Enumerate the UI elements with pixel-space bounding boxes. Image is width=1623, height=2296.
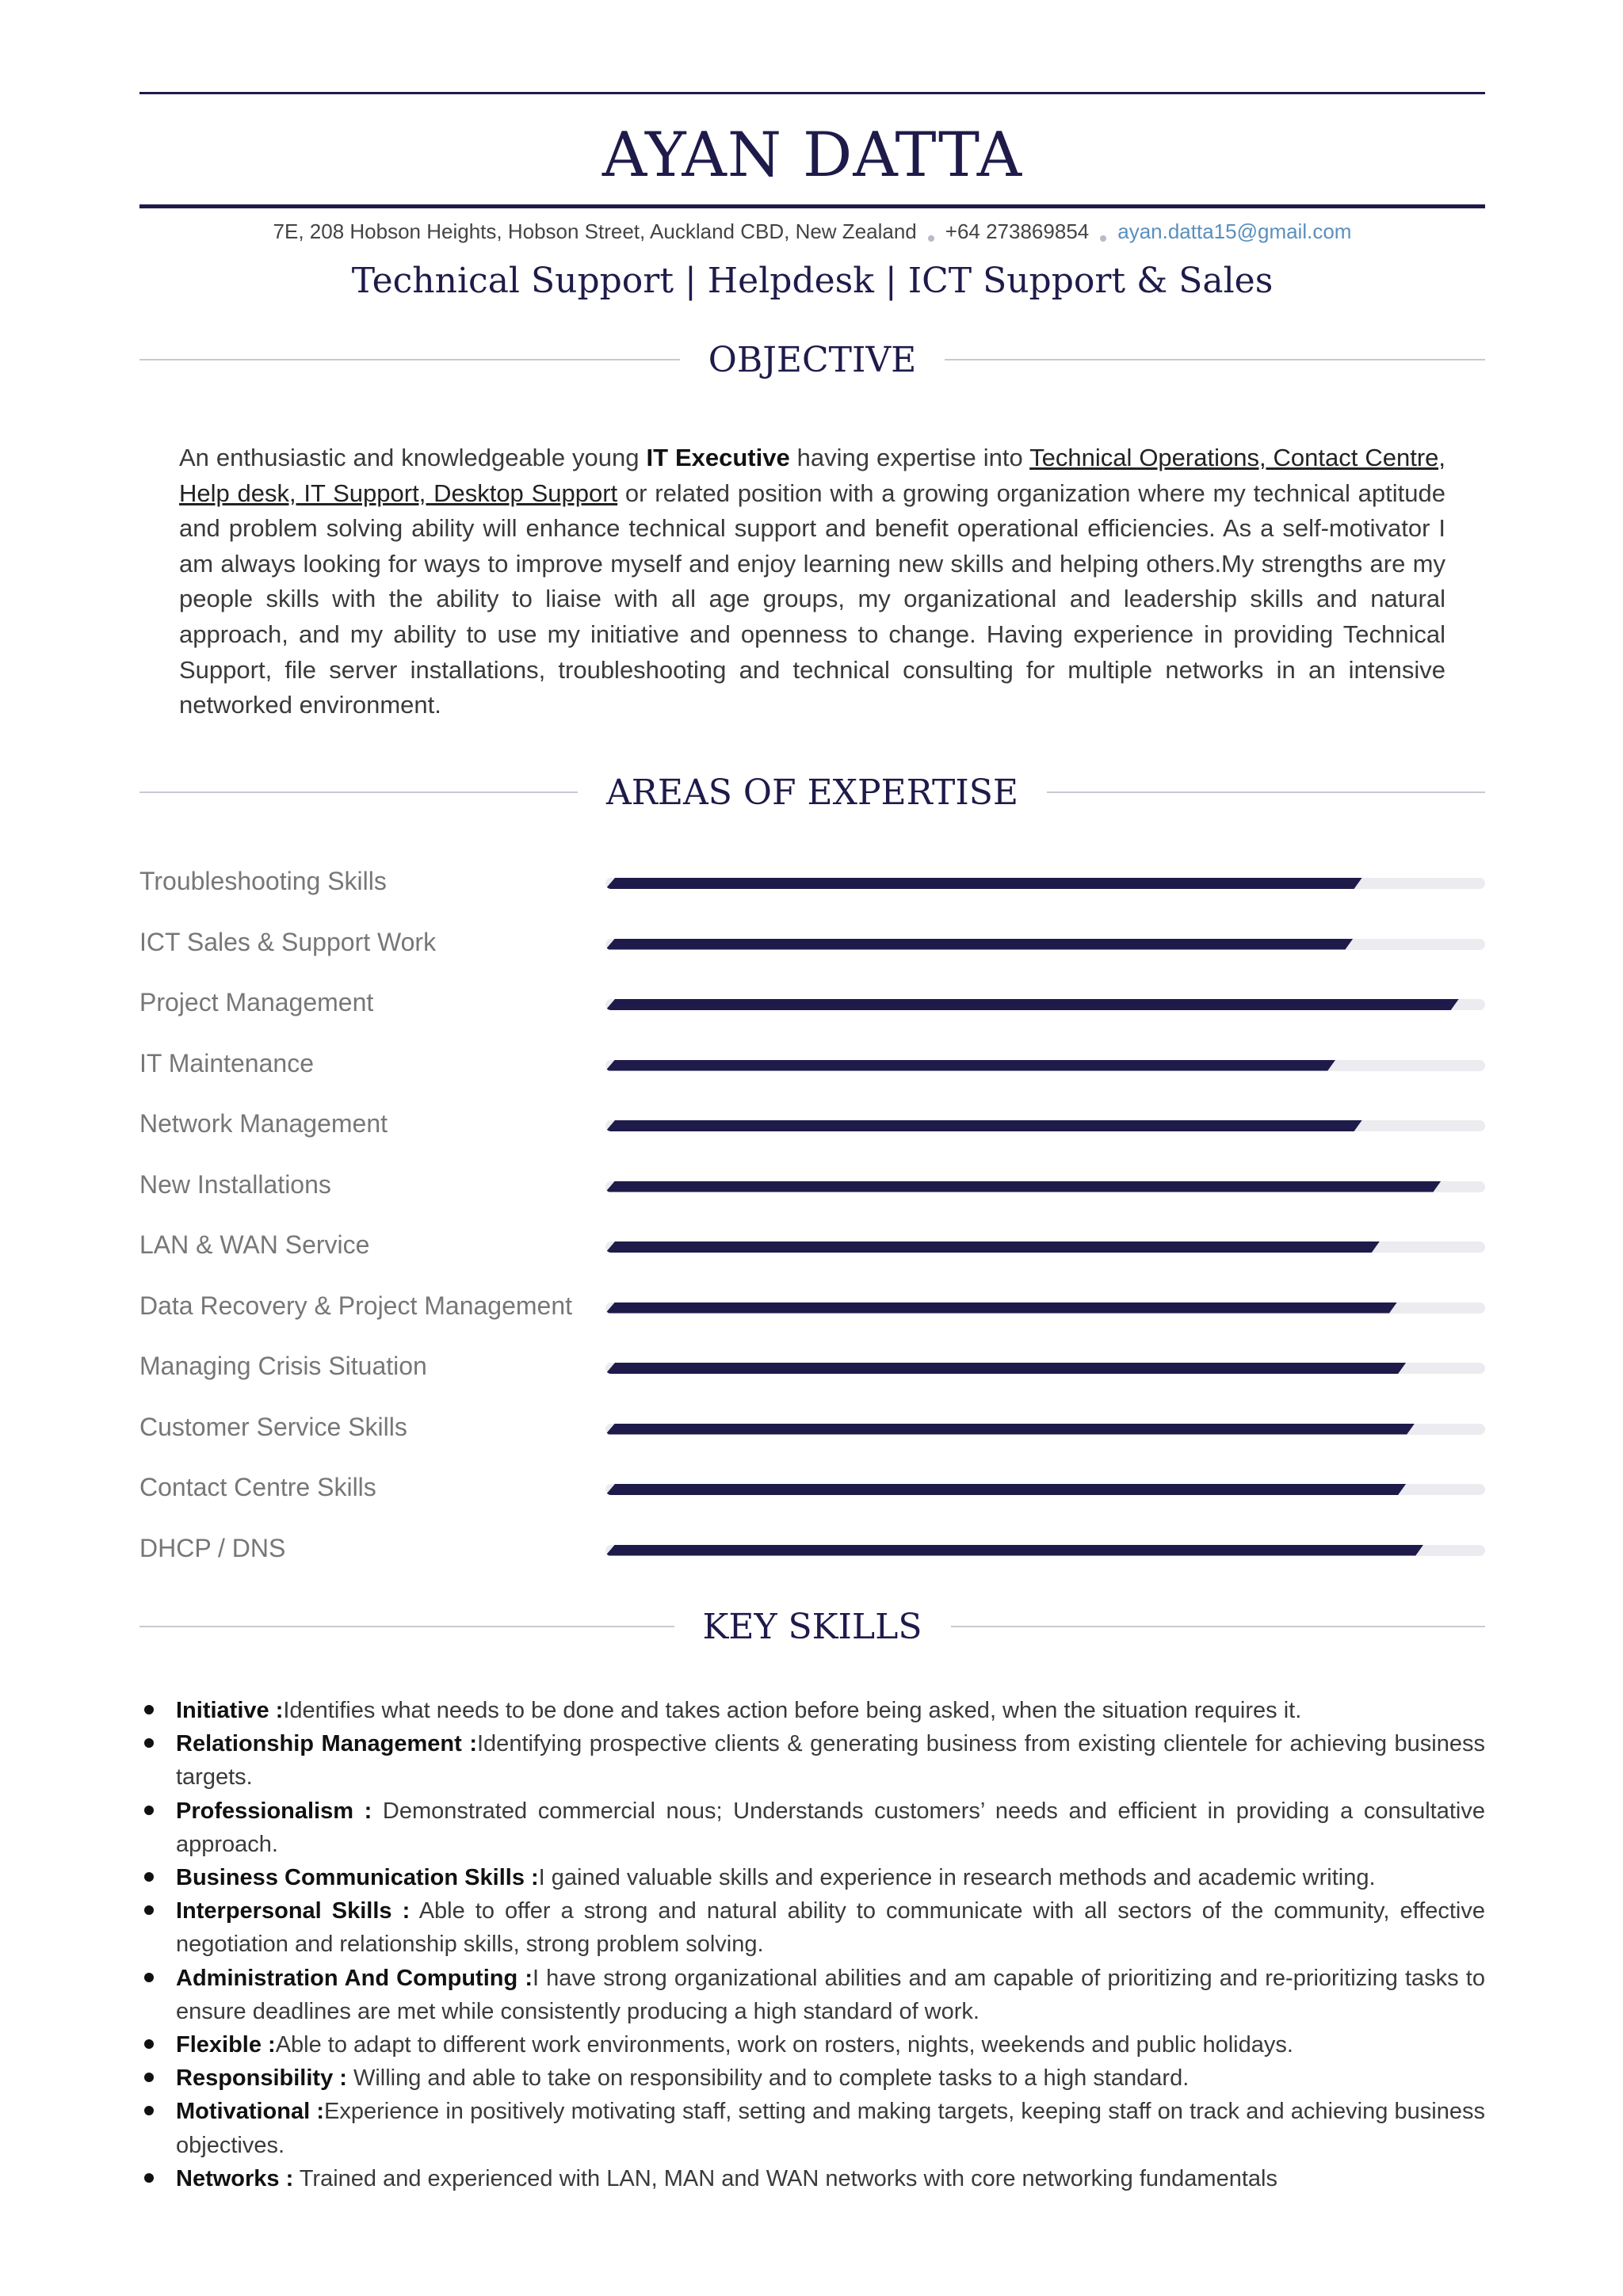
objective-heading	[139, 336, 1485, 383]
expertise-bar-track	[605, 1181, 1485, 1192]
key-skill-item	[139, 2028, 1485, 2061]
key-skill-item	[139, 2061, 1485, 2095]
expertise-bar-fill	[605, 1302, 1397, 1314]
key-skill-description: Identifying prospective clients & generating business from existing clientele for achieving business targets.	[176, 1731, 1485, 1791]
key-skill-term: Professionalism :	[176, 1798, 372, 1824]
divider	[1047, 791, 1485, 793]
expertise-bar-fill	[605, 1120, 1362, 1131]
key-skill-item	[139, 2162, 1485, 2195]
expertise-label: LAN & WAN Service	[139, 1230, 370, 1259]
key-skill-description: I gained valuable skills and experience in research methods and academic writing.	[538, 1865, 1376, 1891]
expertise-row	[139, 1108, 1485, 1139]
header-top-rule	[139, 92, 1485, 94]
key-skill-description: Willing and able to take on responsibility and to complete tasks to a high standard.	[346, 2065, 1190, 2092]
key-skill-term: Interpersonal Skills :	[176, 1898, 411, 1924]
expertise-row	[139, 1290, 1485, 1322]
bullet-icon	[144, 2173, 154, 2183]
separator-dot	[928, 235, 934, 242]
key-skill-term: Administration And Computing :	[176, 1965, 533, 1991]
expertise-row	[139, 1532, 1485, 1564]
expertise-bar-fill	[605, 939, 1354, 950]
expertise-bar-fill	[605, 999, 1459, 1010]
separator-dot	[1100, 235, 1106, 242]
expertise-bar-track	[605, 939, 1485, 950]
expertise-bar-fill	[605, 1363, 1406, 1374]
expertise-bar-track	[605, 1484, 1485, 1495]
expertise-label: Troubleshooting Skills	[139, 867, 387, 895]
key-skill-term: Relationship Management :	[176, 1731, 477, 1757]
expertise-bar-track	[605, 999, 1485, 1010]
bullet-icon	[144, 2106, 154, 2115]
expertise-row	[139, 986, 1485, 1018]
divider	[139, 1626, 674, 1627]
bullet-icon	[144, 2039, 154, 2049]
expertise-row	[139, 1411, 1485, 1443]
bullet-icon	[144, 1973, 154, 1982]
expertise-row	[139, 1471, 1485, 1503]
bullet-icon	[144, 1806, 154, 1815]
expertise-label: New Installations	[139, 1169, 331, 1199]
objective-underlined: Technical Operations, Contact Centre, Help desk, IT Support, Desktop Support	[179, 444, 1445, 507]
address: 7E, 208 Hobson Heights, Hobson Street, Auckland CBD, New Zealand	[273, 219, 917, 243]
key-skill-item	[139, 1861, 1485, 1894]
expertise-bar-track	[605, 1545, 1485, 1556]
key-skill-item	[139, 1962, 1485, 2028]
key-skill-description: Demonstrated commercial nous; Understands customers’ needs and efficient in providing a consultative approach.	[176, 1798, 1485, 1857]
expertise-row	[139, 1229, 1485, 1261]
expertise-label: Network Management	[139, 1109, 388, 1138]
key-skill-term: Initiative :	[176, 1698, 284, 1723]
expertise-bar-track	[605, 1241, 1485, 1253]
expertise-label: Customer Service Skills	[139, 1412, 407, 1441]
key-skill-description: Trained and experienced with LAN, MAN and WAN networks with core networking fundamentals	[293, 2165, 1277, 2191]
expertise-label: Data Recovery & Project Management	[139, 1291, 573, 1320]
expertise-bar-track	[605, 878, 1485, 889]
key-skill-item	[139, 1794, 1485, 1861]
expertise-bar-fill	[605, 1545, 1423, 1556]
bullet-icon	[144, 1705, 154, 1714]
key-skill-item	[139, 1727, 1485, 1794]
expertise-heading	[139, 769, 1485, 816]
expertise-bar-fill	[605, 1060, 1335, 1071]
objective-text-part: or related position with a growing organization where my technical aptitude and problem solving ability will enhance technical support and benefit operational efficiencies. As a self-motivator I am always looking for ways to improve myself and enjoy learning new skills and helping others.My strengths are my people skills with the ability to liaise with all age groups, my organizational and leadership skills and natural approach, and my ability to use my initiative and openness to change. Having experience in providing Technical Support, ﬁle server installations, troubleshooting and technical consulting for multiple networks in an intensive networked environment.	[179, 479, 1445, 719]
contact-line	[139, 217, 1485, 246]
candidate-name: AYAN DATTA	[601, 120, 1023, 191]
key-skill-description: Able to adapt to different work environments, work on rosters, nights, weekends and public holidays.	[275, 2032, 1293, 2058]
key-skill-term: Business Communication Skills :	[176, 1865, 539, 1891]
divider	[951, 1626, 1486, 1627]
expertise-label: Contact Centre Skills	[139, 1473, 376, 1501]
expertise-row	[139, 926, 1485, 958]
expertise-bar-track	[605, 1424, 1485, 1435]
key-skill-description: I have strong organizational abilities and am capable of prioritizing and re-prioritizing tasks to ensure deadlines are met while consistently producing a high standard of work.	[176, 1965, 1485, 2024]
key-skill-item	[139, 2095, 1485, 2161]
expertise-bar-track	[605, 1060, 1485, 1071]
key-skills-heading	[139, 1603, 1485, 1650]
phone: +64 273869854	[945, 219, 1090, 243]
objective-text-part: having expertise into	[789, 444, 1030, 471]
key-skill-description: Identiﬁes what needs to be done and takes action before being asked, when the situation requires it.	[283, 1698, 1302, 1723]
bullet-icon	[144, 1738, 154, 1748]
divider	[139, 359, 680, 360]
bullet-icon	[144, 1872, 154, 1882]
section-title: KEY SKILLS	[702, 1606, 922, 1647]
expertise-bar-track	[605, 1120, 1485, 1131]
key-skill-term: Responsibility :	[176, 2065, 347, 2092]
key-skill-item	[139, 1694, 1485, 1727]
expertise-row	[139, 1047, 1485, 1079]
bullet-icon	[144, 1905, 154, 1915]
expertise-bar-fill	[605, 1241, 1380, 1253]
bullet-icon	[144, 2073, 154, 2082]
expertise-bar-fill	[605, 1424, 1415, 1435]
expertise-bar-fill	[605, 1181, 1442, 1192]
key-skill-description: Experience in positively motivating staff, setting and making targets, keeping staff on track and achieving business objectives.	[176, 2099, 1485, 2158]
expertise-bar-fill	[605, 1484, 1406, 1495]
expertise-label: IT Maintenance	[139, 1048, 314, 1077]
email-link[interactable]: ayan.datta15@gmail.com	[1117, 219, 1352, 243]
expertise-bar-track	[605, 1363, 1485, 1374]
key-skills-list	[139, 1694, 1485, 2195]
key-skill-term: Motivational :	[176, 2099, 325, 2125]
expertise-label: Managing Crisis Situation	[139, 1352, 427, 1380]
expertise-row	[139, 1169, 1485, 1200]
objective-text-part: An enthusiastic and knowledgeable young	[179, 444, 647, 471]
key-skill-description: Able to offer a strong and natural ability to communicate with all sectors of the community, effective negotiation and relationship skills, strong problem solving.	[176, 1898, 1485, 1958]
key-skill-term: Flexible :	[176, 2032, 276, 2058]
objective-text	[179, 441, 1445, 723]
expertise-label: Project Management	[139, 988, 374, 1016]
section-title: OBJECTIVE	[708, 339, 917, 380]
objective-highlight: IT Executive	[646, 444, 790, 471]
key-skill-term: Networks :	[176, 2165, 294, 2191]
expertise-row	[139, 865, 1485, 897]
header-bottom-rule	[139, 204, 1485, 208]
divider	[945, 359, 1485, 360]
professional-headline: Technical Support | Helpdesk | ICT Support & Sales	[351, 261, 1274, 301]
divider	[139, 791, 578, 793]
expertise-row	[139, 1350, 1485, 1382]
expertise-label: DHCP / DNS	[139, 1533, 286, 1562]
expertise-bar-fill	[605, 878, 1362, 889]
expertise-bar-track	[605, 1302, 1485, 1314]
expertise-label: ICT Sales & Support Work	[139, 927, 437, 956]
key-skill-item	[139, 1894, 1485, 1961]
section-title: AREAS OF EXPERTISE	[605, 772, 1019, 813]
